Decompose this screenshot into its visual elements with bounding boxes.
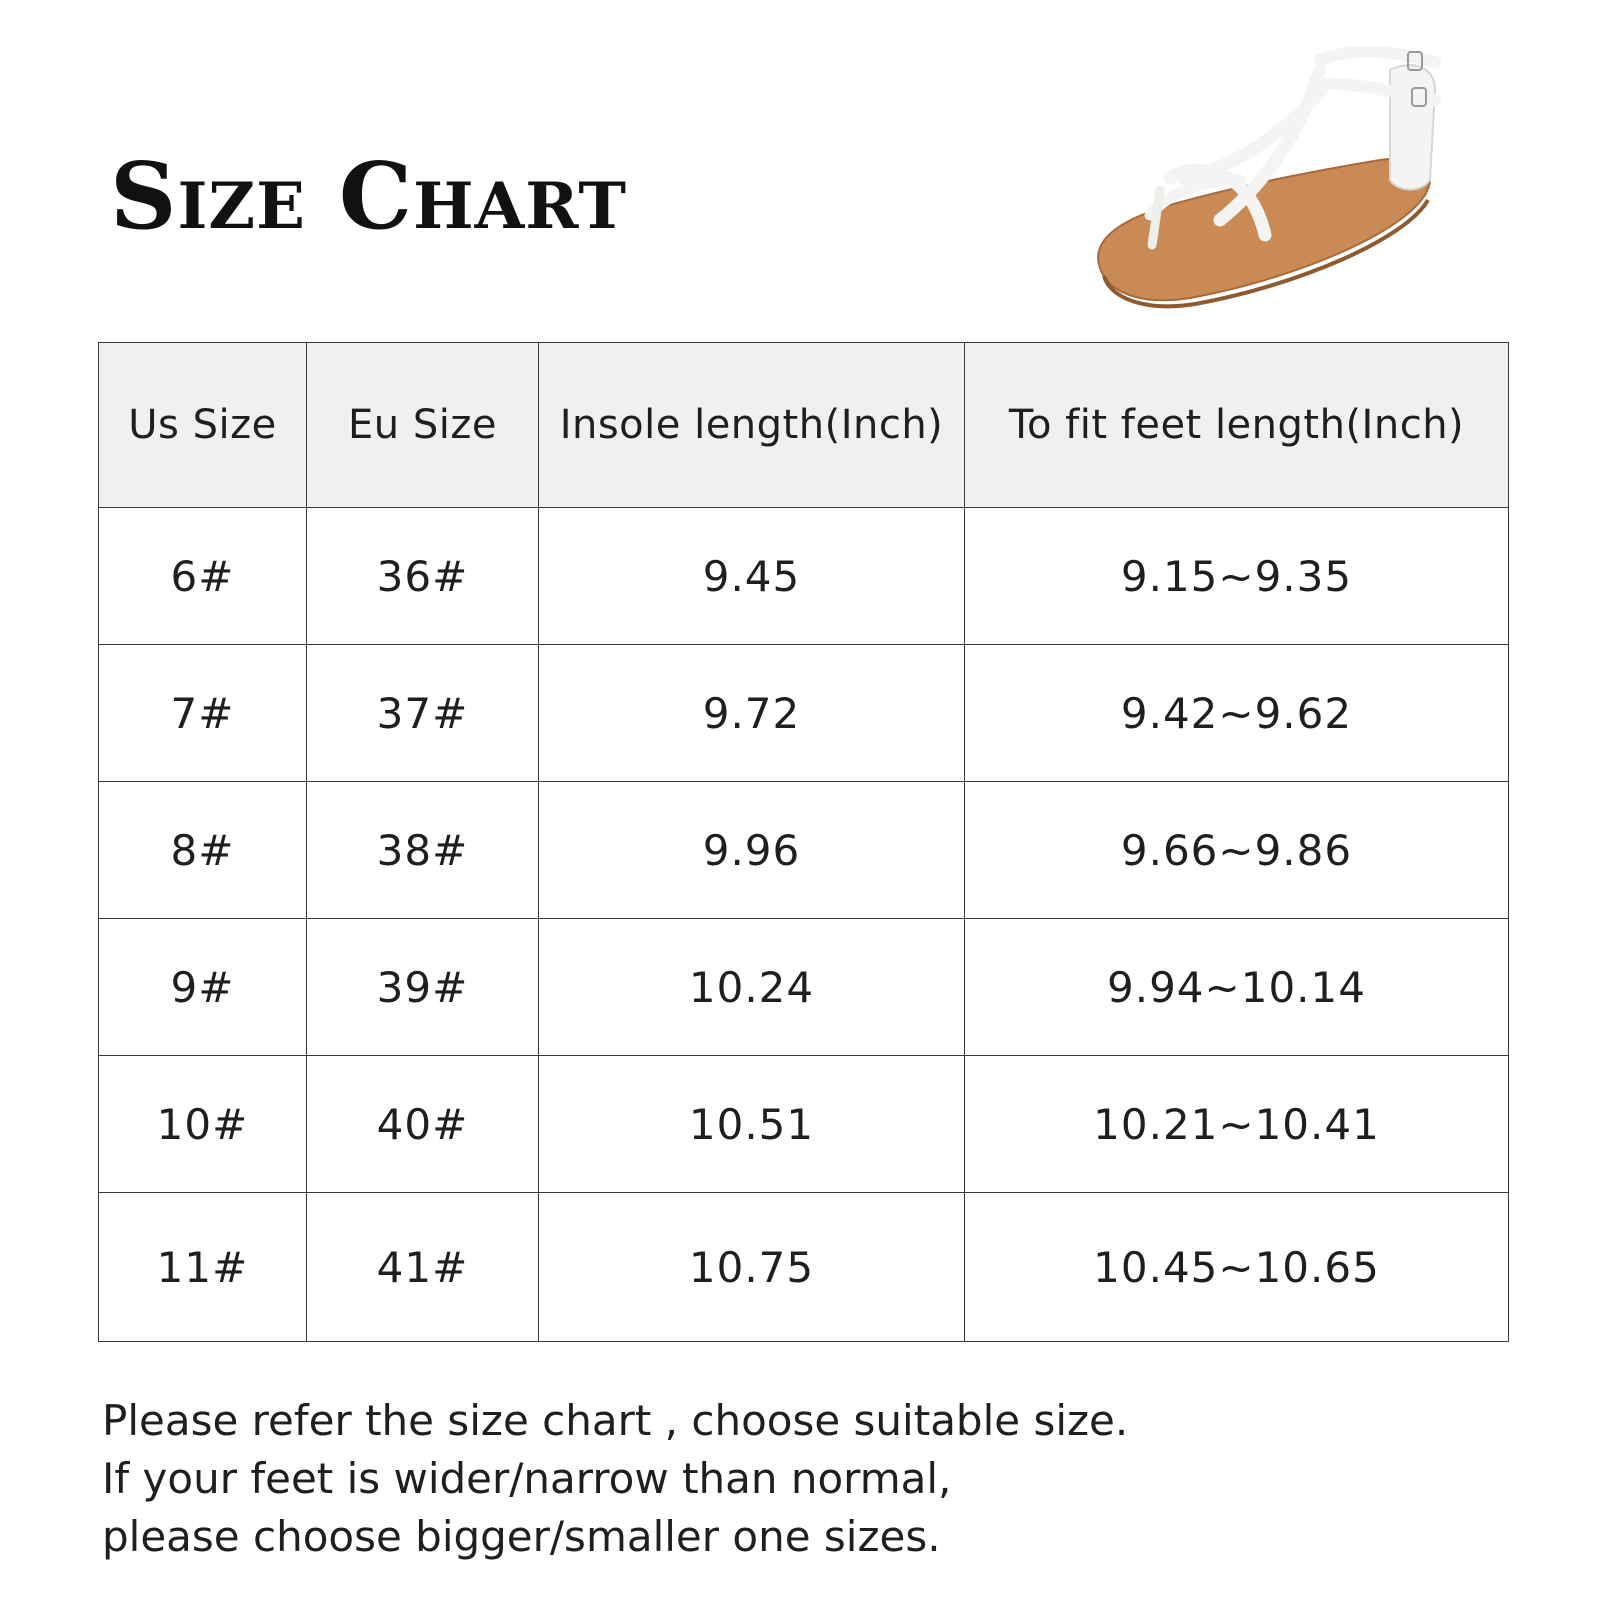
table-row <box>99 508 1509 645</box>
cell-insole-length: 9.72 <box>539 645 965 782</box>
note-line: please choose bigger/smaller one sizes. <box>102 1512 941 1561</box>
cell-us-size: 9# <box>99 919 307 1056</box>
cell-us-size: 11# <box>99 1193 307 1342</box>
cell-insole-length: 9.96 <box>539 782 965 919</box>
sandal-heel <box>1390 65 1435 189</box>
cell-insole-length: 10.75 <box>539 1193 965 1342</box>
cell-eu-size: 39# <box>307 919 539 1056</box>
cell-feet-length: 10.45~10.65 <box>965 1193 1509 1342</box>
cell-eu-size: 38# <box>307 782 539 919</box>
cell-feet-length: 9.94~10.14 <box>965 919 1509 1056</box>
table-row <box>99 782 1509 919</box>
header-insole-length: Insole length(Inch) <box>539 343 965 508</box>
header-eu-size: Eu Size <box>307 343 539 508</box>
cell-insole-length: 10.51 <box>539 1056 965 1193</box>
size-note <box>102 1392 1402 1566</box>
header-us-size: Us Size <box>99 343 307 508</box>
cell-eu-size: 36# <box>307 508 539 645</box>
cell-feet-length: 9.66~9.86 <box>965 782 1509 919</box>
table-row <box>99 1193 1509 1342</box>
cell-feet-length: 10.21~10.41 <box>965 1056 1509 1193</box>
sandal-ankle-strap <box>1320 52 1435 62</box>
sandal-image <box>1090 30 1470 320</box>
table-row <box>99 919 1509 1056</box>
cell-eu-size: 40# <box>307 1056 539 1193</box>
note-line: If your feet is wider/narrow than normal, <box>102 1454 952 1503</box>
cell-us-size: 7# <box>99 645 307 782</box>
cell-insole-length: 9.45 <box>539 508 965 645</box>
table-row <box>99 1056 1509 1193</box>
page-title: Size Chart <box>110 142 627 250</box>
size-table <box>98 342 1509 1342</box>
cell-insole-length: 10.24 <box>539 919 965 1056</box>
cell-eu-size: 41# <box>307 1193 539 1342</box>
table-row <box>99 645 1509 782</box>
table-header-row <box>99 343 1509 508</box>
note-line: Please refer the size chart , choose suitable size. <box>102 1396 1129 1445</box>
cell-feet-length: 9.42~9.62 <box>965 645 1509 782</box>
cell-feet-length: 9.15~9.35 <box>965 508 1509 645</box>
header-feet-length: To fit feet length(Inch) <box>965 343 1509 508</box>
cell-eu-size: 37# <box>307 645 539 782</box>
cell-us-size: 8# <box>99 782 307 919</box>
cell-us-size: 6# <box>99 508 307 645</box>
cell-us-size: 10# <box>99 1056 307 1193</box>
